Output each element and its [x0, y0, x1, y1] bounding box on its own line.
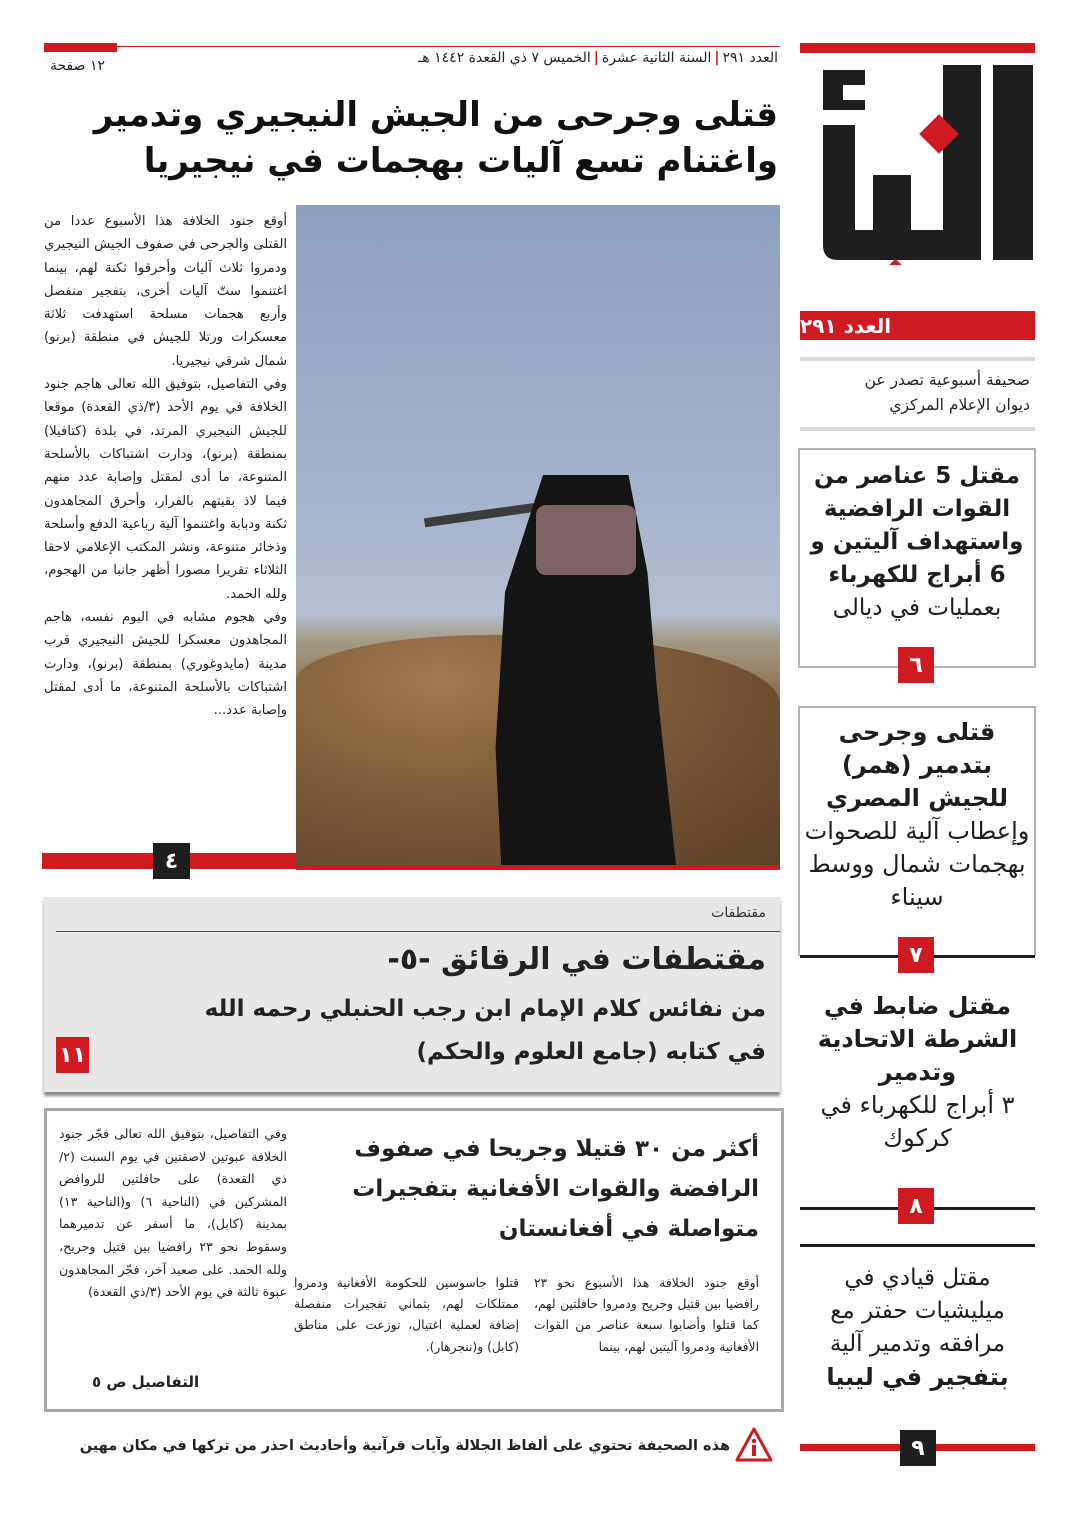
afghanistan-column-1: أوقع جنود الخلافة هذا الأسبوع نحو ٢٣ رافضيا بين قتيل وجريح ودمروا حافلتين لهم، كما قتلوا وأصابوا سبعة عناصر من القوات الأفغانية ودمروا آليتين لهم، بينما [534, 1276, 759, 1354]
excerpts-subtitle: من نفائس كلام الإمام ابن رجب الحنبلي رحمه الله [204, 996, 766, 1022]
details-link[interactable]: التفاصيل ص ٥ [92, 1373, 200, 1391]
page-badge-7[interactable]: ٧ [898, 937, 934, 973]
sidebar-story-bold: مقتل 5 عناصر من القوات الرافضية واستهداف آليتين و 6 أبراج للكهرباء [810, 463, 1024, 588]
header-accent-bar [44, 43, 117, 52]
section-rule [56, 931, 780, 932]
photo-backpack [536, 505, 636, 575]
lead-photo [296, 205, 780, 865]
sidebar-story-bold: مقتل ضابط في الشرطة الاتحادية وتدمير [817, 992, 1018, 1086]
page-badge-8[interactable]: ٨ [898, 1188, 934, 1224]
afghanistan-column-2: قتلوا جاسوسين للحكومة الأفغانية ودمروا ممتلكات لهم، بثماني تفجيرات منفصلة إضافة لعملية اغتيال، توزعت على مناطق (كابل) و(ننجرهار). [294, 1276, 519, 1354]
photo-rifle [424, 502, 544, 528]
warning-text: هذه الصحيفة تحتوي على ألفاظ الجلالة وآيات قرآنية وأحاديث احذر من تركها في مكان مهين [79, 1438, 730, 1454]
page-badge-11[interactable]: ١١ [56, 1037, 89, 1073]
sidebar-story-8[interactable] [800, 990, 1035, 1155]
issue-band: العدد ٢٩١ [800, 311, 1035, 340]
sidebar-story-bold: بتفجير في ليبيا [826, 1363, 1009, 1391]
photo-red-bar [296, 865, 780, 870]
newspaper-logo [813, 65, 1035, 265]
page-badge-6[interactable]: ٦ [898, 647, 934, 683]
sidebar-story-regular: مقتل قيادي في ميليشيات حفتر مع مرافقه وتدمير آلية [829, 1265, 1006, 1357]
warning-triangle-icon [735, 1427, 773, 1463]
main-headline: قتلى وجرحى من الجيش النيجيري وتدمير واغتنام تسع آليات بهجمات في نيجيريا [93, 95, 778, 181]
afghanistan-story-box [44, 1108, 784, 1412]
story-divider [800, 1244, 1035, 1247]
lead-paragraph: أوقع جنود الخلافة هذا الأسبوع عددا من القتلى والجرحى في صفوف الجيش النيجيري ودمروا ثلاث آليات وأحرقوا ثكنة لهم، بينما اغتنموا ستّ آليات أخرى، بتفجير منفصل وأربع هجمات مسلحة استهدفت ثلاثة معسكرات ورتلا للجيش في منطقة (برنو) شمال شرقي نيجيريا. [44, 214, 287, 369]
sidebar-story-6[interactable] [798, 448, 1036, 668]
tagline-rule-top [800, 357, 1035, 361]
sidebar-story-regular: بعمليات في ديالى [832, 595, 1002, 621]
sidebar-story-regular: ٣ أبراج للكهرباء في كركوك [820, 1091, 1015, 1152]
page-badge-4[interactable]: ٤ [153, 843, 190, 879]
afghanistan-headline: أكثر من ٣٠ قتيلا وجريحا في صفوف الرافضة والقوات الأفغانية بتفجيرات متواصلة في أفغانستان [352, 1136, 759, 1242]
section-label: مقتطفات [711, 905, 766, 921]
lead-paragraph: وفي التفاصيل، بتوفيق الله تعالى هاجم جنود الخلافة في يوم الأحد (٣/ذي القعدة) موقعا للجيش النيجيري المرتد، في بلدة (كتافيلا) بمنطقة (برنو)، ودارت اشتباكات بالأسلحة المتنوعة، ما أدى لمقتل وإصابة عدد منهم فيما لاذ بقيتهم بالفرار، وأحرق المجاهدون ثكنة ودبابة واغتنموا آلية رباعية الدفع وأسلحة وذخائر متنوعة، ونشر المكتب الإعلامي لاحقا الثلاثاء تقريرا مصورا أظهر جانبا من الهجوم، ولله الحمد. [44, 377, 287, 602]
excerpts-subtitle: في كتابه (جامع العلوم والحكم) [416, 1039, 766, 1065]
page-count: ١٢ صفحة [50, 58, 106, 74]
issue-number: العدد ٢٩١ [722, 50, 778, 66]
excerpts-box[interactable] [44, 897, 780, 1092]
header-rule [44, 46, 780, 47]
lead-story-text [44, 210, 287, 723]
page-badge-9[interactable]: ٩ [900, 1430, 936, 1466]
lead-paragraph: وفي هجوم مشابه في اليوم نفسه، هاجم المجاهدون معسكرا للجيش النيجيري قرب مدينة (مايدوغوري) بمنطقة (برنو)، ودارت اشتباكات بالأسلحة المتنوعة، ما أدى لمقتل وإصابة عدد... [44, 610, 287, 719]
tagline-line-1: صحيفة أسبوعية تصدر عن [864, 371, 1030, 389]
sidebar-story-9[interactable] [800, 1262, 1035, 1394]
issue-year: السنة الثانية عشرة [601, 50, 712, 66]
tagline [865, 368, 1030, 418]
tagline-line-2: ديوان الإعلام المركزي [889, 396, 1030, 414]
issue-info-line: العدد ٢٩١|السنة الثانية عشرة|الخميس ٧ ذي القعدة ١٤٤٢ هـ [418, 50, 778, 66]
sidebar-story-7[interactable] [798, 706, 1036, 956]
masthead-top-bar [800, 43, 1035, 53]
issue-date: الخميس ٧ ذي القعدة ١٤٤٢ هـ [418, 50, 591, 66]
excerpts-title: مقتطفات في الرقائق -٥- [387, 942, 766, 977]
afghanistan-column-3: وفي التفاصيل، بتوفيق الله تعالى فجّر جنود الخلافة عبوتين لاصقتين في يوم السبت (٢/ذي القعدة) على حافلتين للروافض المشركين في (الناحية ٦) و(الناحية ١٣) بمدينة (كابل)، ما أسفر عن تدميرهما وسقوط نحو ٢٣ رافضيا بين قتيل وجريح، ولله الحمد. على صعيد آخر، فجّر المجاهدون عبوة ثالثة في يوم الأحد (٣/ذي القعدة) [59, 1126, 287, 1300]
sidebar-story-bold: قتلى وجرحى بتدمير (همر) للجيش المصري [825, 718, 1009, 812]
sidebar-story-regular: وإعطاب آلية للصحوات بهجمات شمال ووسط سيناء [804, 817, 1030, 911]
tagline-rule-bottom [800, 427, 1035, 431]
